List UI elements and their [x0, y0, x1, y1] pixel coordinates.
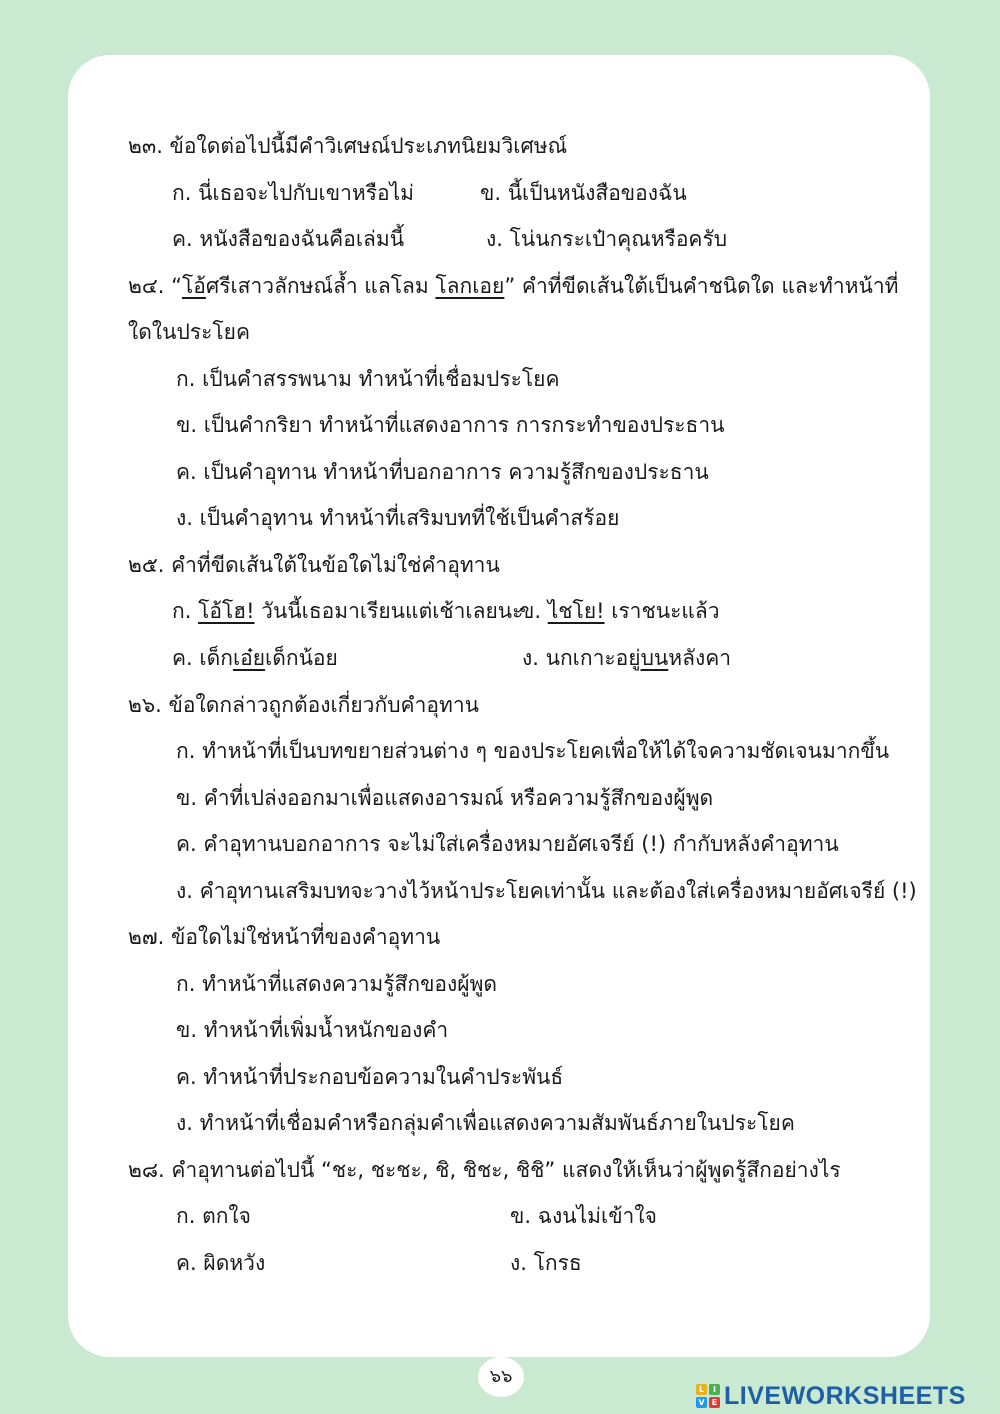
question-24-continued: ใดในประโยค — [128, 320, 251, 344]
q26-choice-b[interactable]: ข. คำที่เปล่งออกมาเพื่อแสดงอารมณ์ หรือความรู้สึกของผู้พูด — [176, 786, 714, 810]
question-25: ๒๕. คำที่ขีดเส้นใต้ในข้อใดไม่ใช่คำอุทาน — [128, 553, 500, 577]
q25-a-suffix: วันนี้เธอมาเรียนแต่เช้าเลยนะ — [254, 599, 524, 623]
q24-choice-c[interactable]: ค. เป็นคำอุทาน ทำหน้าที่บอกอาการ ความรู้สึกของประธาน — [176, 460, 709, 484]
q23-choice-a[interactable]: ก. นี่เธอจะไปกับเขาหรือไม่ — [172, 181, 415, 205]
q25-c-prefix: ค. เด็ก — [172, 646, 233, 670]
q24-number: ๒๔. “ — [128, 274, 182, 298]
q27-choice-d[interactable]: ง. ทำหน้าที่เชื่อมคำหรือกลุ่มคำเพื่อแสดงความสัมพันธ์ภายในประโยค — [176, 1111, 795, 1135]
q25-b-prefix: ข. — [520, 599, 548, 623]
brand-name: LIVEWORKSHEETS — [724, 1381, 966, 1410]
q25-c-suffix: เด็กน้อย — [265, 646, 338, 670]
q25-c-underlined: เอ๋ย — [232, 646, 266, 670]
liveworksheets-logo[interactable] — [696, 1381, 966, 1411]
q25-d-suffix: หลังคา — [668, 646, 732, 670]
question-27: ๒๗. ข้อใดไม่ใช่หน้าที่ของคำอุทาน — [128, 925, 441, 949]
q25-d-prefix: ง. นกเกาะอยู่ — [522, 646, 641, 670]
q28-choice-a[interactable]: ก. ตกใจ — [176, 1204, 251, 1228]
q23-choice-d[interactable]: ง. โน่นกระเป๋าคุณหรือครับ — [486, 227, 728, 251]
liveworksheets-logo-icon — [696, 1384, 720, 1408]
q24-end: ” คำที่ขีดเส้นใต้เป็นคำชนิดใด และทำหน้าที่ — [504, 274, 899, 298]
q28-choice-c[interactable]: ค. ผิดหวัง — [176, 1251, 266, 1275]
q24-choice-b[interactable]: ข. เป็นคำกริยา ทำหน้าที่แสดงอาการ การกระทำของประธาน — [176, 413, 725, 437]
q28-choice-b[interactable]: ข. ฉงนไม่เข้าใจ — [510, 1204, 657, 1228]
q24-underlined-1: โอ้ — [181, 274, 206, 298]
q23-choice-c[interactable]: ค. หนังสือของฉันคือเล่มนี้ — [172, 227, 405, 251]
question-23: ๒๓. ข้อใดต่อไปนี้มีคำวิเศษณ์ประเภทนิยมวิเศษณ์ — [128, 134, 568, 158]
q27-choice-c[interactable]: ค. ทำหน้าที่ประกอบข้อความในคำประพันธ์ — [176, 1065, 564, 1089]
logo-letter-i: I — [709, 1384, 720, 1395]
question-24 — [128, 271, 899, 301]
q27-choice-b[interactable]: ข. ทำหน้าที่เพิ่มน้ำหนักของคำ — [176, 1018, 449, 1042]
page-number: ๖๖ — [478, 1357, 524, 1397]
logo-letter-e: E — [709, 1397, 720, 1408]
q24-underlined-2: โลกเอย — [435, 274, 505, 298]
logo-letter-v: V — [696, 1397, 707, 1408]
q25-choice-c[interactable] — [172, 643, 338, 673]
q25-d-underlined: บน — [640, 646, 669, 670]
q26-choice-a[interactable]: ก. ทำหน้าที่เป็นบทขยายส่วนต่าง ๆ ของประโยคเพื่อให้ได้ใจความชัดเจนมากขึ้น — [176, 739, 890, 763]
q24-choice-a[interactable]: ก. เป็นคำสรรพนาม ทำหน้าที่เชื่อมประโยค — [176, 367, 560, 391]
q25-a-underlined: โอ้โฮ! — [198, 599, 255, 623]
q25-b-underlined: ไชโย! — [547, 599, 605, 623]
q27-choice-a[interactable]: ก. ทำหน้าที่แสดงความรู้สึกของผู้พูด — [176, 972, 498, 996]
q25-choice-a[interactable] — [172, 596, 523, 626]
q28-choice-d[interactable]: ง. โกรธ — [510, 1251, 582, 1275]
logo-letter-l: L — [696, 1384, 707, 1395]
q23-choice-b[interactable]: ข. นี้เป็นหนังสือของฉัน — [480, 181, 687, 205]
q24-choice-d[interactable]: ง. เป็นคำอุทาน ทำหน้าที่เสริมบทที่ใช้เป็นคำสร้อย — [176, 506, 620, 530]
question-26: ๒๖. ข้อใดกล่าวถูกต้องเกี่ยวกับคำอุทาน — [128, 693, 479, 717]
q25-choice-d[interactable] — [522, 643, 731, 673]
q24-middle: ศรีเสาวลักษณ์ล้ำ แลโลม — [205, 274, 436, 298]
q25-b-suffix: เราชนะแล้ว — [604, 599, 720, 623]
q26-choice-c[interactable]: ค. คำอุทานบอกอาการ จะไม่ใส่เครื่องหมายอัศเจรีย์ (!) กำกับหลังคำอุทาน — [176, 832, 839, 856]
q25-a-prefix: ก. — [172, 599, 199, 623]
question-28: ๒๘. คำอุทานต่อไปนี้ “ชะ, ชะชะ, ชิ, ชิชะ, ชิชิ” แสดงให้เห็นว่าผู้พูดรู้สึกอย่างไร — [128, 1158, 841, 1182]
q25-choice-b[interactable] — [520, 596, 720, 626]
q26-choice-d[interactable]: ง. คำอุทานเสริมบทจะวางไว้หน้าประโยคเท่านั้น และต้องใส่เครื่องหมายอัศเจรีย์ (!) — [176, 879, 917, 903]
